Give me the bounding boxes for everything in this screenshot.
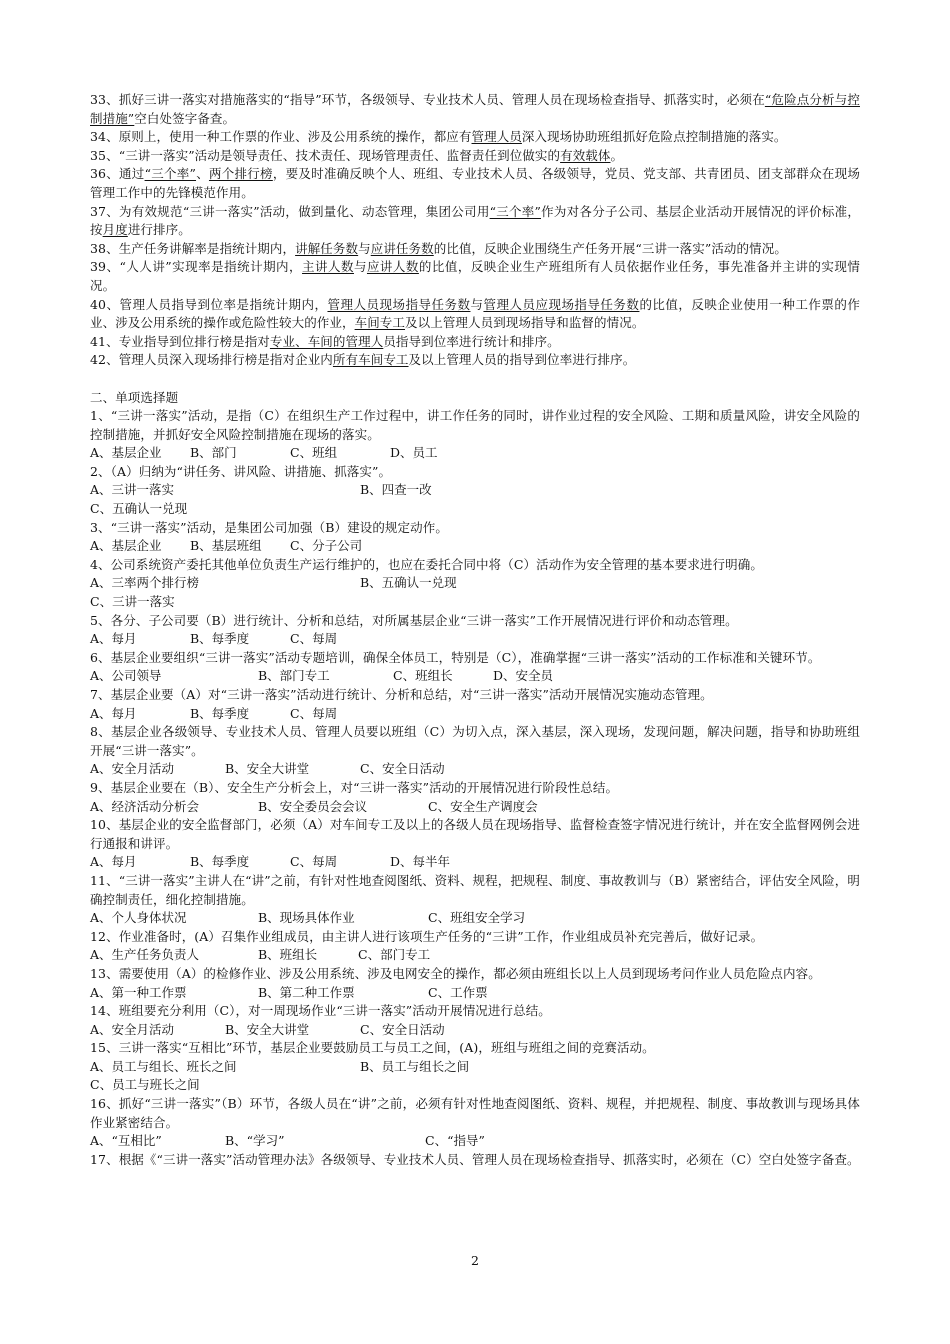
- question-text: 11、“三讲一落实”主讲人在“讲”之前，有针对性地查阅图纸、资料、规程，把规程、制度、事故教训与（B）紧密结合，评估安全风险，明确控制责任，细化控制措施。: [90, 872, 860, 907]
- answer-options: [90, 909, 860, 928]
- answer-options: [90, 853, 860, 872]
- question-text: 7、基层企业要（A）对“三讲一落实”活动进行统计、分析和总结，对“三讲一落实”活动开展情况实施动态管理。: [90, 687, 713, 702]
- answer-option: A、“互相比”: [90, 1133, 162, 1149]
- answer-options: [90, 984, 860, 1003]
- answer-options: [90, 705, 860, 724]
- statement-text: 。: [610, 147, 624, 163]
- fill-in-questions: [90, 91, 860, 370]
- answer-option: B、五确认一兑现: [360, 575, 457, 591]
- multiple-choice-questions: [90, 407, 860, 1169]
- answer-option: C、分子公司: [290, 538, 363, 554]
- answer-options: [90, 667, 860, 686]
- question-text: 15、三讲一落实“互相比”环节，基层企业要鼓励员工与员工之间，(A)，班组与班组之间的竞赛活动。: [90, 1040, 655, 1056]
- answer-option: B、班组长: [258, 947, 318, 963]
- answer-options: [90, 481, 860, 500]
- underlined-answer: “三个率”: [489, 203, 541, 219]
- question-text: 4、公司系统资产委托其他单位负责生产运行维护的，也应在委托合同中将（C）活动作为安全管理的基本要求进行明确。: [90, 556, 763, 572]
- section-spacer: [90, 370, 860, 389]
- statement-q38: [90, 240, 860, 259]
- question-text: 8、基层企业各级领导、专业技术人员、管理人员要以班组（C）为切入点，深入基层，深入现场，发现问题，解决问题，指导和协助班组开展“三讲一落实”。: [90, 724, 860, 758]
- statement-text: 员指导到位率进行统计和排序。: [383, 333, 560, 349]
- statement-q36: [90, 165, 860, 202]
- statement-text: 进行排序。: [127, 222, 191, 238]
- question-text: 6、基层企业要组织“三讲一落实”活动专题培训，确保全体员工，特别是（C），准确掌握“三讲一落实”活动的工作标准和关键环节。: [90, 649, 821, 665]
- statement-text: 39、“人人讲”实现率是指统计期内，: [90, 259, 303, 275]
- answer-options: [90, 630, 860, 649]
- answer-option: A、基层企业: [90, 538, 162, 554]
- answer-options: [90, 574, 860, 593]
- underlined-answer: “三个率”: [144, 166, 197, 182]
- answer-option: C、班组安全学习: [428, 910, 526, 926]
- statement-text: 空白处签字备查。: [134, 110, 236, 126]
- answer-option: B、基层班组: [190, 538, 262, 554]
- answer-option: A、每月: [90, 705, 137, 721]
- answer-option: C、每周: [290, 854, 338, 870]
- answer-option: C、工作票: [428, 984, 488, 1000]
- answer-option: B、安全大讲堂: [225, 1021, 310, 1037]
- underlined-answer: 管理人员: [471, 129, 522, 145]
- answer-option: C、每周: [290, 631, 338, 647]
- answer-option: D、安全员: [493, 668, 554, 684]
- answer-option: A、生产任务负责人: [90, 947, 200, 963]
- answer-option: B、四查一改: [360, 482, 432, 498]
- statement-text: 37、为有效规范“三讲一落实”活动，做到量化、动态管理，集团公司用: [90, 203, 490, 219]
- answer-option: C、员工与班长之间: [90, 1077, 200, 1093]
- underlined-answer: 月度: [102, 222, 128, 238]
- answer-option: C、“指导”: [425, 1133, 485, 1149]
- answer-options: [90, 500, 860, 519]
- answer-option: A、第一种工作票: [90, 984, 187, 1000]
- question-text: 13、需要使用（A）的检修作业、涉及公用系统、涉及电网安全的操作，都必须由班组长以上人员到现场考问作业人员危险点内容。: [90, 965, 821, 981]
- answer-option: B、部门: [190, 445, 237, 461]
- underlined-answer: 应讲人数: [366, 259, 419, 275]
- statement-text: 的比值，反映企业生产班组所有人员依据作业任务，事先准备并主讲的实现情况。: [90, 259, 860, 293]
- question-text: 9、基层企业要在（B）、安全生产分析会上，对“三讲一落实”活动的开展情况进行阶段性总结。: [90, 779, 619, 795]
- answer-options: [90, 760, 860, 779]
- question-text: 1、“三讲一落实”活动，是指（C）在组织生产工作过程中，讲工作任务的同时，讲作业过程的安全风险、工期和质量风险，讲安全风险的控制措施，并抓好安全风险控制措施在现场的落实。: [90, 408, 860, 442]
- underlined-answer: 两个排行榜: [208, 166, 273, 182]
- answer-option: B、每季度: [190, 854, 250, 870]
- statement-text: 作为对各分子公司、基层企业活动开展情况的评价标准，按: [90, 203, 860, 238]
- underlined-answer: 主讲人数: [302, 259, 354, 275]
- statement-q39: [90, 258, 860, 295]
- underlined-answer: 专业、车间的管理人: [269, 333, 384, 349]
- answer-option: A、基层企业: [90, 445, 162, 461]
- answer-option: C、三讲一落实: [90, 594, 175, 610]
- statement-text: 34、原则上，使用一种工作票的作业、涉及公用系统的操作，都应有: [90, 129, 472, 145]
- underlined-answer: 管理人员现场指导任务数: [327, 296, 471, 312]
- underlined-answer: “危险点分析与控制措施”: [90, 92, 860, 126]
- answer-option: A、员工与组长、班长之间: [90, 1058, 237, 1074]
- answer-option: B、安全委员会会议: [258, 798, 368, 814]
- statement-text: 及以上管理人员到现场指导和监督的情况。: [405, 315, 645, 331]
- statement-text: 35、“三讲一落实”活动是领导责任、技术责任、现场管理责任、监督责任到位做实的: [90, 147, 561, 163]
- answer-option: D、每半年: [390, 854, 451, 870]
- statement-q35: [90, 147, 860, 166]
- answer-option: D、员工: [390, 445, 438, 461]
- statement-q42: [90, 351, 860, 370]
- answer-option: B、每季度: [190, 705, 250, 721]
- question-text: 10、基层企业的安全监督部门，必须（A）对车间专工及以上的各级人员在现场指导、监督检查签字情况进行统计，并在安全监督网例会进行通报和讲评。: [90, 817, 860, 851]
- statement-text: 40、管理人员指导到位率是指统计期内，: [90, 296, 328, 312]
- answer-option: A、每月: [90, 631, 137, 647]
- answer-option: B、“学习”: [225, 1133, 285, 1149]
- answer-option: C、五确认一兑现: [90, 501, 188, 517]
- answer-options: [90, 593, 860, 612]
- answer-option: B、部门专工: [258, 668, 330, 684]
- answer-options: [90, 946, 860, 965]
- answer-option: A、公司领导: [90, 668, 162, 684]
- statement-text: 与: [470, 296, 484, 312]
- statement-text: 38、生产任务讲解率是指统计期内，: [90, 240, 296, 256]
- question-text: 5、各分、子公司要（B）进行统计、分析和总结，对所属基层企业“三讲一落实”工作开展情况进行评价和动态管理。: [90, 612, 738, 628]
- section-title: 二、单项选择题: [90, 389, 179, 405]
- answer-option: C、安全生产调度会: [428, 798, 538, 814]
- answer-option: A、三率两个排行榜: [90, 575, 200, 591]
- answer-option: B、员工与组长之间: [360, 1058, 470, 1074]
- answer-options: [90, 1076, 860, 1095]
- answer-options: [90, 1021, 860, 1040]
- statement-q33: [90, 91, 860, 128]
- answer-option: A、安全月活动: [90, 761, 175, 777]
- statement-q34: [90, 128, 860, 147]
- question-text: 2、（A）归纳为“讲任务、讲风险、讲措施、抓落实”。: [90, 463, 392, 479]
- page-number: 2: [471, 1253, 479, 1268]
- answer-option: C、每周: [290, 705, 338, 721]
- answer-option: A、个人身体状况: [90, 910, 187, 926]
- answer-option: B、第二种工作票: [258, 984, 355, 1000]
- answer-options: [90, 1132, 860, 1151]
- question-text: 17、根据《“三讲一落实”活动管理办法》各级领导、专业技术人员、管理人员在现场检查指导、抓落实时，必须在（C）空白处签字备查。: [90, 1151, 860, 1167]
- statement-text: 及以上管理人员的指导到位率进行排序。: [408, 352, 636, 368]
- underlined-answer: 有效载体: [560, 147, 611, 163]
- answer-options: [90, 444, 860, 463]
- statement-text: 41、专业指导到位排行榜是指对: [90, 333, 270, 349]
- statement-text: 深入现场协助班组抓好危险点控制措施的落实。: [521, 129, 787, 145]
- statement-text: 33、抓好三讲一落实对措施落实的“指导”环节，各级领导、专业技术人员、管理人员在现场检查指导、抓落实时，必须在: [90, 92, 765, 107]
- underlined-answer: 讲解任务数: [295, 240, 359, 256]
- statement-text: 的比值，反映企业使用一种工作票的作业、涉及公用系统的操作或危险性较大的作业，: [90, 296, 861, 331]
- statement-text: 、: [196, 166, 209, 182]
- statement-text: ，要及时准确反映个人、班组、专业技术人员、各级领导，党员、党支部、共青团员、团支部群众在现场管理工作中的先锋模范作用。: [90, 166, 860, 200]
- answer-options: [90, 537, 860, 556]
- answer-option: C、班组长: [393, 668, 453, 684]
- answer-option: B、每季度: [190, 631, 250, 647]
- answer-option: A、每月: [90, 854, 137, 870]
- underlined-answer: 应讲任务数: [370, 240, 434, 256]
- answer-option: C、班组: [290, 445, 338, 461]
- answer-option: B、安全大讲堂: [225, 761, 310, 777]
- statement-text: 36、通过: [90, 166, 145, 182]
- underlined-answer: 车间专工: [354, 315, 406, 331]
- underlined-answer: 管理人员应现场指导任务数: [483, 296, 640, 312]
- question-text: 14、班组要充分利用（C），对一周现场作业“三讲一落实”活动开展情况进行总结。: [90, 1003, 551, 1019]
- question-text: 3、“三讲一落实”活动，是集团公司加强（B）建设的规定动作。: [90, 519, 448, 535]
- statement-q40: [90, 296, 860, 333]
- answer-option: B、现场具体作业: [258, 910, 355, 926]
- answer-options: [90, 798, 860, 817]
- answer-option: A、安全月活动: [90, 1021, 175, 1037]
- answer-option: C、安全日活动: [360, 1021, 445, 1037]
- answer-option: C、安全日活动: [360, 761, 445, 777]
- answer-option: C、部门专工: [358, 947, 431, 963]
- statement-text: 42、管理人员深入现场排行榜是指对企业内: [90, 352, 333, 368]
- statement-text: 的比值，反映企业围绕生产任务开展“三讲一落实”活动的情况。: [433, 240, 787, 256]
- statement-q41: [90, 333, 860, 352]
- statement-q37: [90, 203, 860, 240]
- question-text: 16、抓好“三讲一落实”（B）环节，各级人员在“讲”之前，必须有针对性地查阅图纸、资料、规程，并把规程、制度、事故教训与现场具体作业紧密结合。: [90, 1096, 860, 1130]
- statement-text: 与: [358, 240, 371, 256]
- question-text: 12、作业准备时，(A）召集作业组成员，由主讲人进行该项生产任务的“三讲”工作，作业组成员补充完善后，做好记录。: [90, 928, 764, 944]
- answer-option: A、经济活动分析会: [90, 798, 200, 814]
- answer-option: A、三讲一落实: [90, 482, 175, 498]
- answer-options: [90, 1058, 860, 1077]
- statement-text: 与: [353, 259, 367, 275]
- underlined-answer: 所有车间专工: [332, 352, 409, 368]
